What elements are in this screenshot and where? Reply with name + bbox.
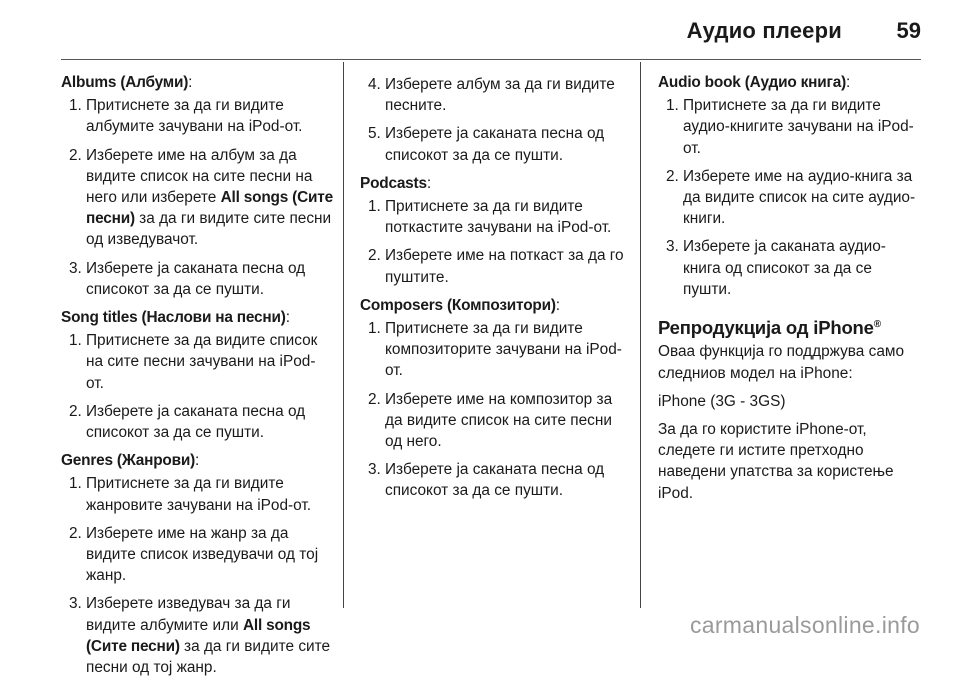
- item-number: 1.: [69, 332, 82, 350]
- item-number: 5.: [368, 125, 381, 143]
- item-text: Изберете име на композитор за да видите список на сите песни од него.: [385, 390, 613, 451]
- colon: :: [195, 452, 200, 470]
- step-list: [658, 95, 923, 300]
- section-title-line: [658, 72, 923, 93]
- column-3: [658, 72, 923, 511]
- item-number: 1.: [368, 320, 381, 338]
- step-list: [360, 318, 630, 502]
- subsection-heading: [658, 314, 923, 338]
- item-number: 1.: [368, 198, 381, 216]
- header-divider: [61, 59, 921, 60]
- section-title: Albums (Албуми): [61, 74, 189, 91]
- list-item: [61, 523, 333, 587]
- keyword: All songs (Сите песни): [86, 189, 333, 228]
- column-divider-1: [343, 62, 344, 608]
- column-2: [360, 72, 630, 509]
- section-title-line: [61, 72, 333, 93]
- item-text: Притиснете за да ги видите поткастите зачувани на iPod-от.: [385, 198, 612, 237]
- paragraph: iPhone (3G - 3GS): [658, 392, 786, 410]
- list-item: [360, 74, 630, 116]
- step-list: [360, 196, 630, 288]
- item-text: Изберете име на аудио-книга за да видите список на сите аудио-книги.: [683, 167, 916, 228]
- list-item: [658, 166, 923, 230]
- list-item: [360, 318, 630, 382]
- step-list: [61, 473, 333, 678]
- list-item: [360, 389, 630, 453]
- section-albums: [61, 72, 333, 300]
- item-text: Изберете име на албум за да видите список на сите песни на него или изберете: [86, 146, 313, 207]
- section-title: Audio book (Аудио книга): [658, 74, 846, 91]
- section-song-titles: [61, 307, 333, 443]
- page-title: Аудио плеери: [686, 18, 842, 43]
- list-item: [360, 459, 630, 501]
- page-number: 59: [896, 18, 921, 43]
- step-list-continued: [360, 74, 630, 166]
- colon: :: [188, 74, 193, 91]
- item-number: 2.: [69, 402, 82, 420]
- item-number: 3.: [368, 461, 381, 479]
- paragraph: Оваа функција го поддржува само следниов модел на iPhone:: [658, 343, 905, 382]
- colon: :: [555, 296, 561, 314]
- colon: :: [285, 309, 290, 327]
- section-title: Genres (Жанрови): [61, 452, 196, 470]
- section-title-line: [360, 173, 630, 194]
- item-number: 1.: [666, 97, 679, 115]
- item-number: 1.: [69, 475, 82, 493]
- item-text: Притиснете за да ги видите композиторите зачувани на iPod-от.: [385, 320, 622, 380]
- item-text-tail: за да ги видите сите песни од изведувачот.: [86, 210, 332, 249]
- item-text: Изберете изведувач за да ги видите албумите или: [86, 595, 291, 634]
- item-text: Изберете ја саканата аудио-книга од списокот за да се пушти.: [683, 238, 886, 298]
- list-item: [61, 330, 333, 394]
- item-text: Изберете ја саканата песна од списокот за да се пушти.: [86, 402, 306, 442]
- item-number: 2.: [69, 524, 82, 542]
- item-number: 1.: [69, 97, 82, 115]
- colon: :: [426, 174, 432, 192]
- item-text: Изберете ја саканата песна од списокот за да се пушти.: [385, 461, 605, 500]
- item-text: Изберете ја саканата песна од списокот за да се пушти.: [385, 125, 605, 164]
- list-item: [61, 95, 333, 137]
- section-audio-book: [658, 72, 923, 300]
- item-text: Изберете име на жанр за да видите список изведувачи од тој жанр.: [86, 524, 319, 585]
- item-number: 3.: [69, 595, 82, 613]
- section-title-line: [61, 307, 333, 328]
- section-title: Song titles (Наслови на песни): [61, 309, 286, 327]
- section-podcasts: [360, 173, 630, 288]
- item-number: 4.: [368, 76, 381, 93]
- item-number: 3.: [69, 259, 82, 277]
- item-text-tail: за да ги видите сите песни од тој жанр.: [86, 637, 331, 677]
- section-genres: [61, 450, 333, 678]
- list-item: [360, 196, 630, 238]
- step-list: [61, 95, 333, 300]
- item-text: Притиснете за да ги видите жанровите зачувани на iPod-от.: [86, 475, 311, 514]
- item-text: Притиснете за да ги видите аудио-книгите зачувани на iPod-от.: [683, 97, 914, 157]
- heading-text: Репродукција од iPhone: [658, 317, 874, 339]
- list-item: [61, 401, 333, 443]
- list-item: [61, 593, 333, 678]
- list-item: [658, 95, 923, 159]
- section-title: Composers (Композитори): [360, 296, 556, 314]
- registered-mark: ®: [873, 319, 881, 331]
- item-number: 2.: [69, 146, 82, 164]
- column-divider-2: [640, 62, 641, 608]
- list-item: [61, 473, 333, 515]
- page-header: [0, 0, 960, 60]
- list-item: [360, 123, 630, 165]
- paragraph: За да го користите iPhone-от, следете ги истите претходно наведени упатства за користење iPod.: [658, 421, 894, 502]
- step-list: [61, 330, 333, 443]
- section-title-line: [360, 295, 630, 316]
- item-text: Притиснете за да ги видите албумите зачувани на iPod-от.: [86, 97, 303, 136]
- list-item: [658, 236, 923, 300]
- section-title-line: [61, 450, 333, 471]
- item-text: Изберете ја саканата песна од списокот за да се пушти.: [86, 259, 306, 298]
- column-1: [61, 72, 333, 685]
- item-number: 3.: [666, 238, 679, 256]
- colon: :: [846, 74, 851, 91]
- list-item: [61, 145, 333, 251]
- item-text: Притиснете за да видите список на сите песни зачувани на iPod-от.: [86, 332, 318, 392]
- section-composers: [360, 295, 630, 502]
- item-text: Изберете албум за да ги видите песните.: [385, 76, 615, 115]
- list-item: [61, 258, 333, 300]
- section-title: Podcasts: [360, 174, 427, 192]
- list-item: [360, 245, 630, 287]
- item-text: Изберете име на поткаст за да го пуштите.: [385, 247, 624, 286]
- keyword: All songs (Сите песни): [86, 616, 311, 655]
- item-number: 2.: [368, 390, 381, 408]
- item-number: 2.: [368, 247, 381, 265]
- watermark: carmanualsonline.info: [689, 612, 920, 638]
- item-number: 2.: [666, 167, 679, 185]
